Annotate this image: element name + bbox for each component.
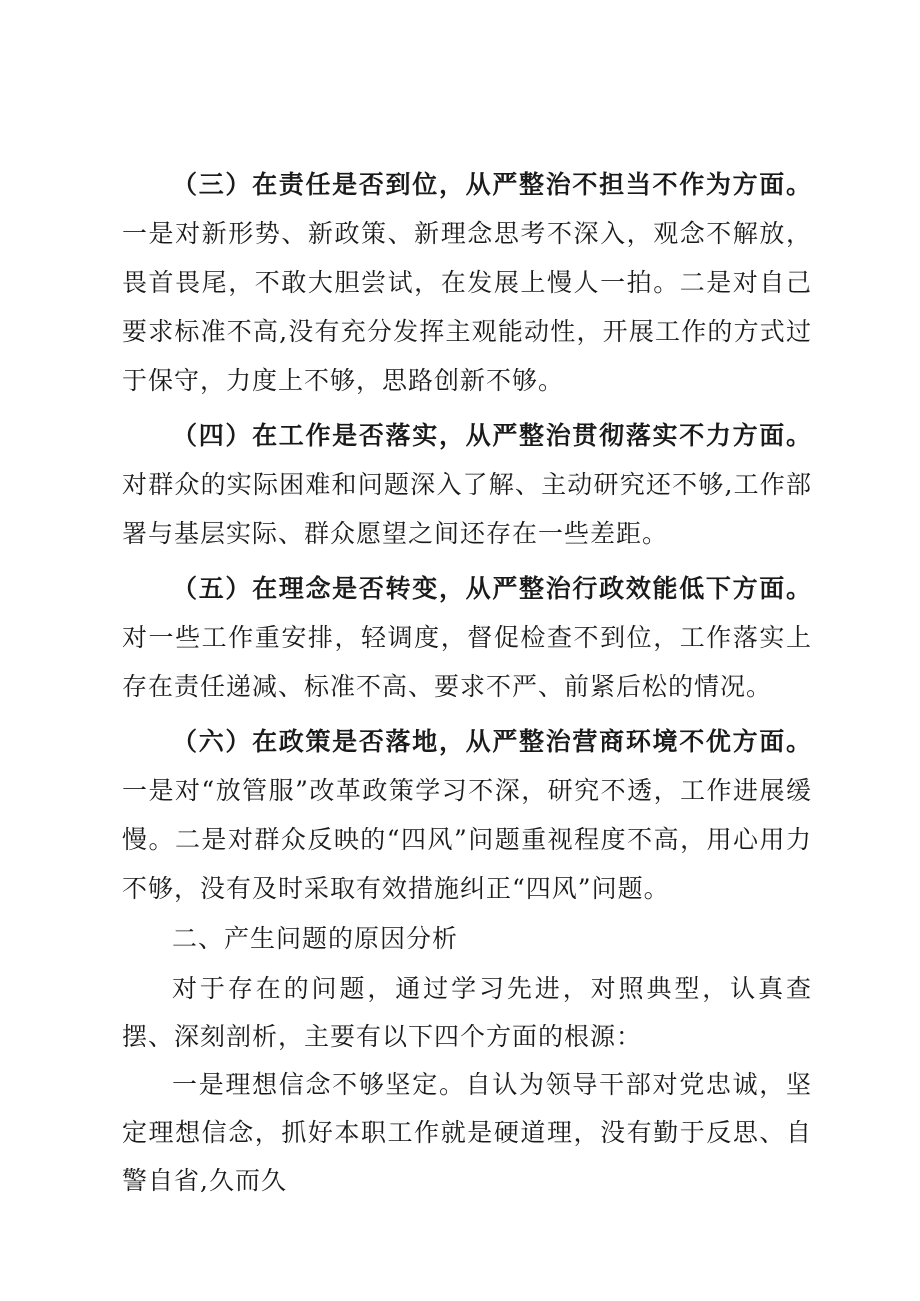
- section-four-body: 对群众的实际困难和问题深入了解、主动研究还不够,工作部署与基层实际、群众愿望之间还存在一些差距。: [122, 470, 812, 548]
- section-six-body: 一是对“放管服”改革政策学习不深，研究不透，工作进展缓慢。二是对群众反映的“四风”问题重视程度不高，用心用力不够，没有及时采取有效措施纠正“四风”问题。: [122, 776, 812, 903]
- section-three: [122, 160, 812, 405]
- section-five-lead: （五）在理念是否转变，从严整治行政效能低下方面。: [172, 574, 812, 603]
- section-five-body: 对一些工作重安排，轻调度，督促检查不到位，工作落实上存在责任递减、标准不高、要求不严、前紧后松的情况。: [122, 623, 812, 701]
- section-three-body: 一是对新形势、新政策、新理念思考不深入，观念不解放，畏首畏尾，不敢大胆尝试，在发展上慢人一拍。二是对自己要求标准不高,没有充分发挥主观能动性，开展工作的方式过于保守，力度上不够，思路创新不够。: [122, 219, 812, 395]
- point-one-paragraph: 一是理想信念不够坚定。自认为领导干部对党忠诚，坚定理想信念，抓好本职工作就是硬道理，没有勤于反思、自警自省,久而久: [122, 1070, 812, 1195]
- document-body: [122, 160, 812, 1205]
- section-heading-cause-analysis: 二、产生问题的原因分析: [172, 924, 459, 953]
- section-four-lead: （四）在工作是否落实，从严整治贯彻落实不力方面。: [172, 421, 812, 450]
- intro-paragraph: 对于存在的问题，通过学习先进，对照典型，认真查摆、深刻剖析，主要有以下四个方面的根源：: [122, 974, 812, 1051]
- section-six: [122, 717, 812, 913]
- section-three-lead: （三）在责任是否到位，从严整治不担当不作为方面。: [172, 170, 812, 199]
- section-four: [122, 411, 812, 558]
- section-six-lead: （六）在政策是否落地，从严整治营商环境不优方面。: [172, 727, 812, 756]
- section-five: [122, 564, 812, 711]
